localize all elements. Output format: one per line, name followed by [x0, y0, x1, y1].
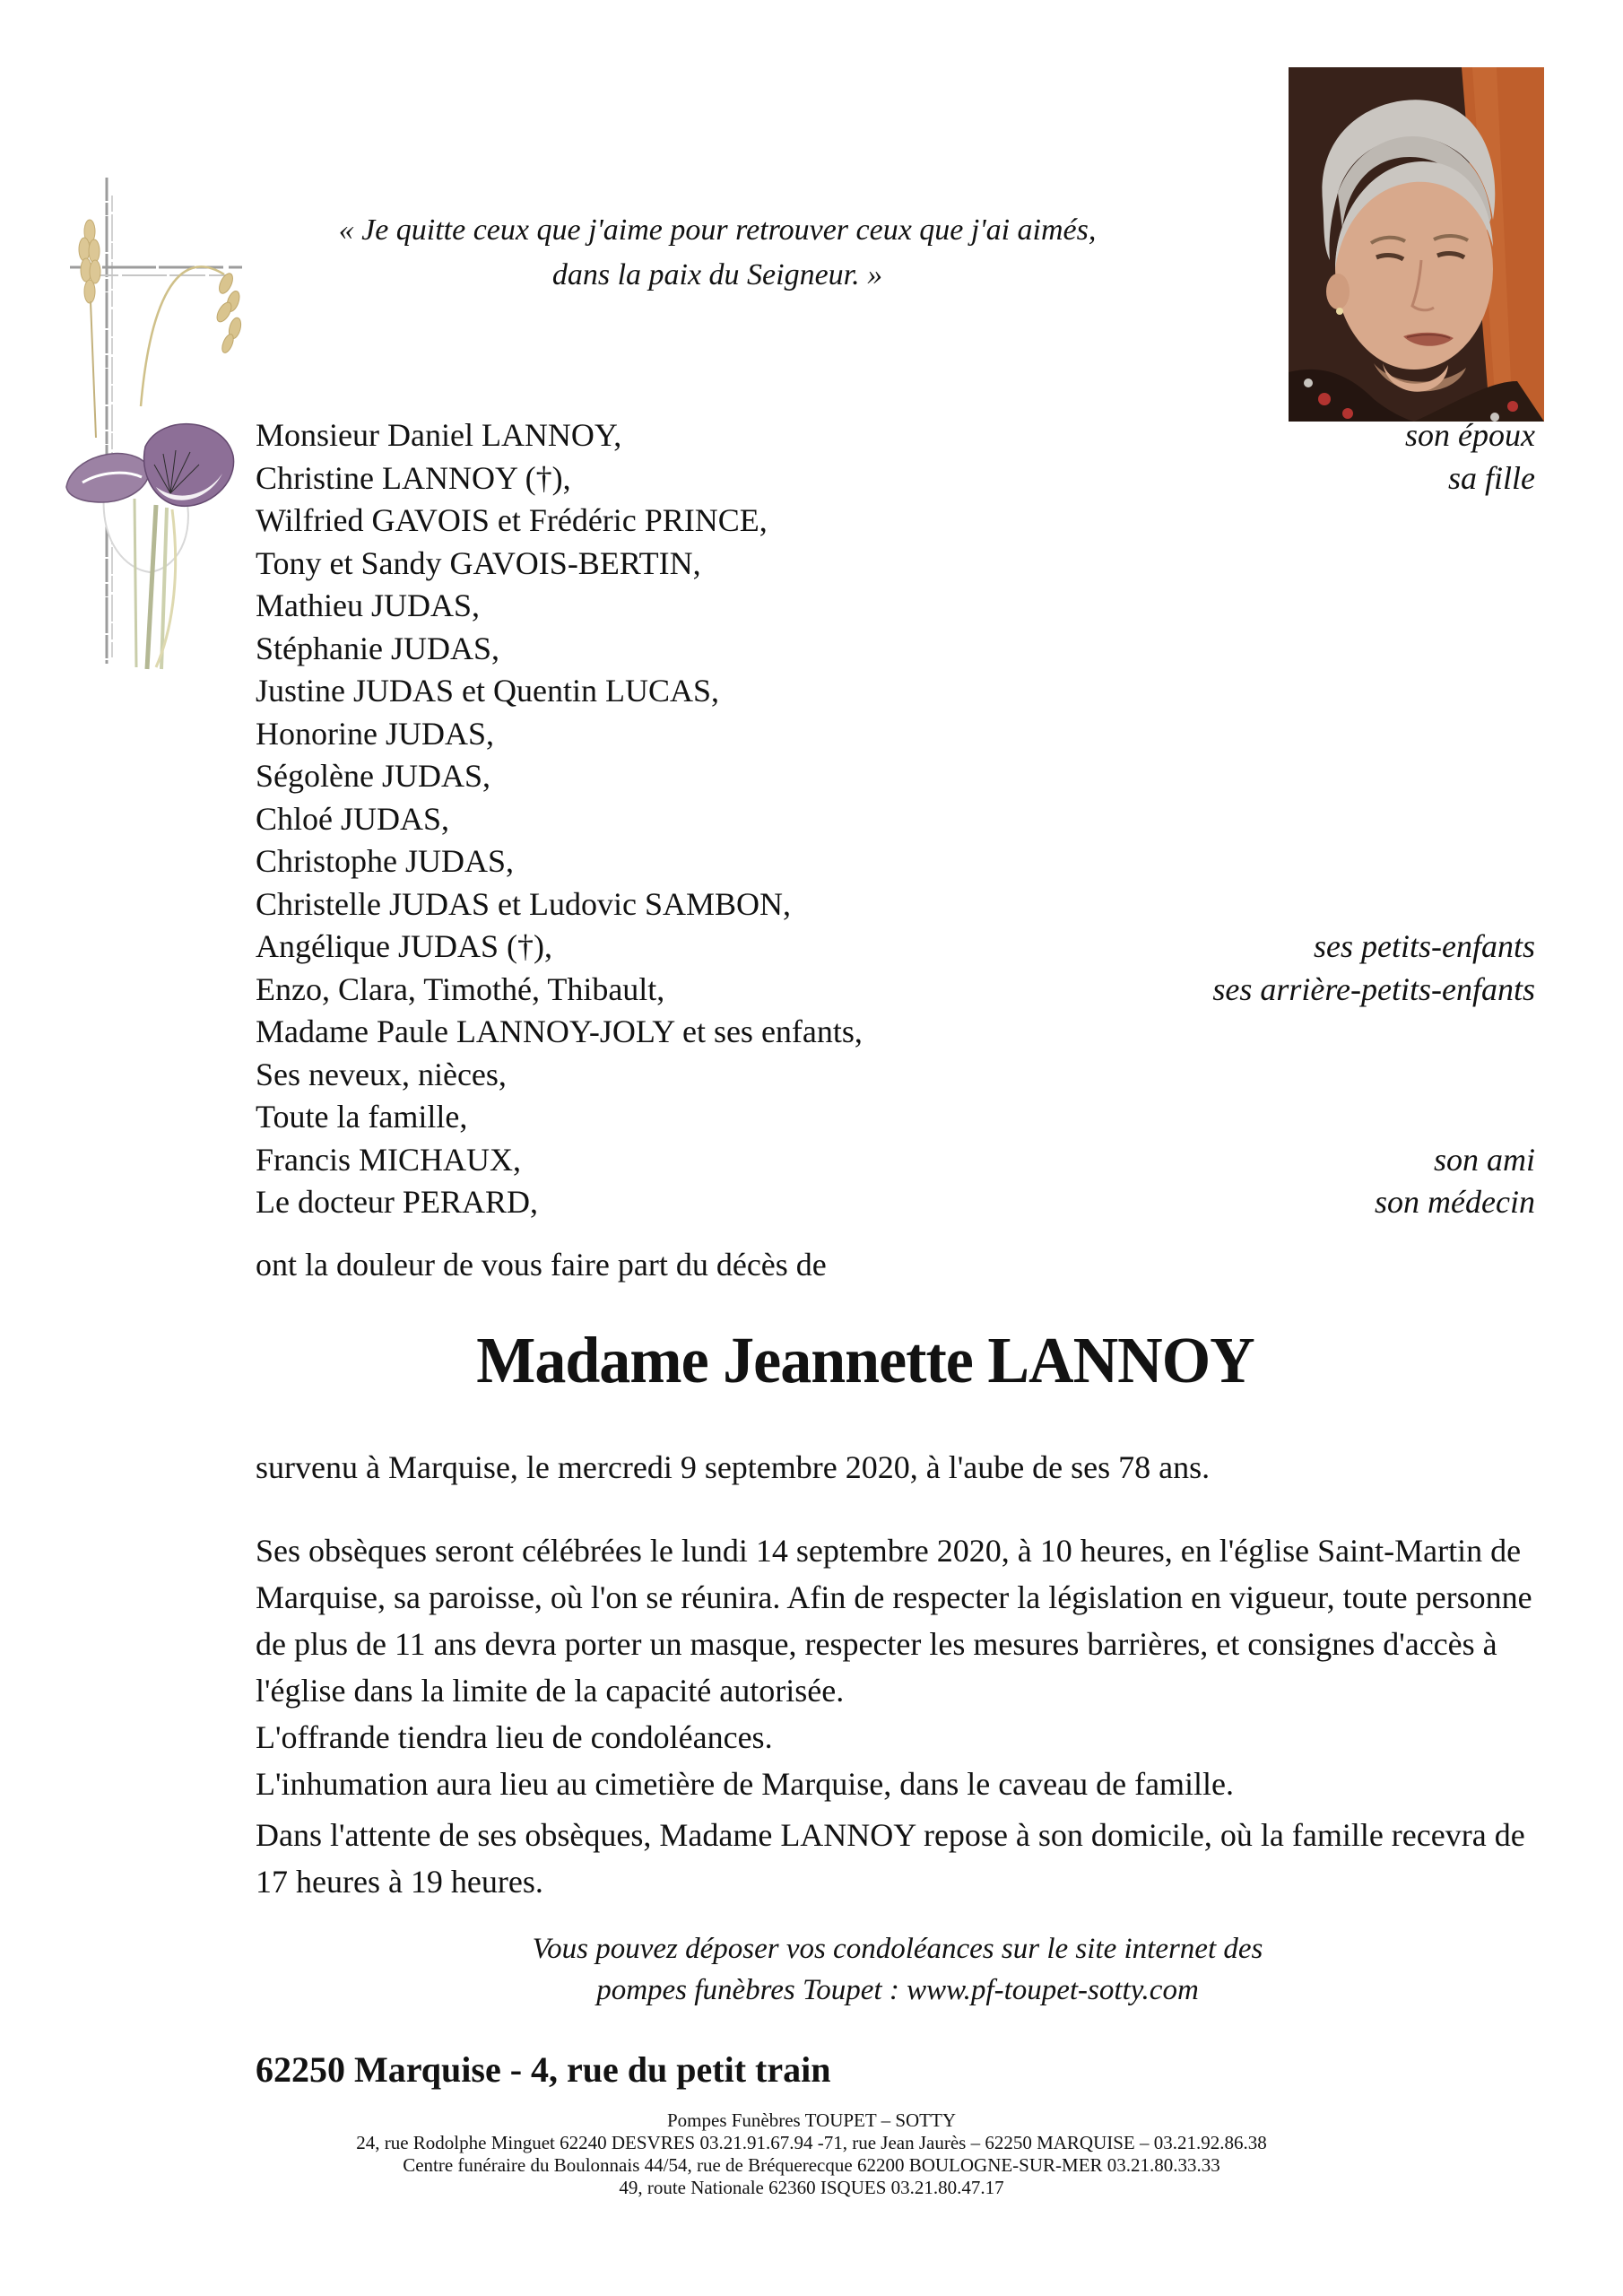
- family-row: [256, 628, 1535, 671]
- family-relation-label: son médecin: [1375, 1184, 1535, 1220]
- family-member-name: Christelle JUDAS et Ludovic SAMBON,: [256, 885, 791, 922]
- announcement-intro: ont la douleur de vous faire part du décès de: [256, 1247, 827, 1283]
- family-list: [256, 414, 1535, 1224]
- family-member-name: Enzo, Clara, Timothé, Thibault,: [256, 970, 665, 1007]
- home-address: 62250 Marquise - 4, rue du petit train: [256, 2049, 831, 2090]
- funeral-home-address-1: 24, rue Rodolphe Minguet 62240 DESVRES 03.21.91.67.94 -71, rue Jean Jaurès – 62250 MARQUISE – 03.21.92.86.38: [356, 2132, 1267, 2153]
- funeral-home-name: Pompes Funèbres TOUPET – SOTTY: [666, 2109, 956, 2131]
- religious-quote: [296, 208, 1139, 298]
- family-member-name: Honorine JUDAS,: [256, 715, 494, 752]
- family-member-name: Chloé JUDAS,: [256, 800, 450, 837]
- family-member-name: Christine LANNOY (†),: [256, 459, 571, 496]
- cross-lilies-artwork-icon: [56, 169, 280, 675]
- family-member-name: Stéphanie JUDAS,: [256, 630, 499, 666]
- family-member-name: Tony et Sandy GAVOIS-BERTIN,: [256, 544, 701, 581]
- family-row: [256, 883, 1535, 926]
- funeral-home-address-3: 49, route Nationale 62360 ISQUES 03.21.80.47.17: [619, 2177, 1004, 2198]
- condolences-line-2: pompes funèbres Toupet : www.pf-toupet-sotty.com: [596, 1974, 1199, 2006]
- family-relation-label: ses petits-enfants: [1314, 928, 1535, 964]
- family-row: [256, 585, 1535, 628]
- family-row: [256, 1181, 1535, 1224]
- online-condolences-note: [256, 1928, 1540, 2011]
- deceased-portrait-photo: [1289, 67, 1544, 422]
- family-member-name: Madame Paule LANNOY-JOLY et ses enfants,: [256, 1013, 863, 1049]
- death-info: survenu à Marquise, le mercredi 9 septembre 2020, à l'aube de ses 78 ans.: [256, 1449, 1211, 1485]
- quote-line-1: « Je quitte ceux que j'aime pour retrouver ceux que j'ai aimés,: [338, 213, 1097, 247]
- family-relation-label: son époux: [1405, 417, 1535, 453]
- family-member-name: Justine JUDAS et Quentin LUCAS,: [256, 673, 720, 709]
- offering-line: L'offrande tiendra lieu de condoléances.: [256, 1719, 773, 1755]
- ceremony-details: [256, 1527, 1540, 1807]
- family-row: [256, 670, 1535, 713]
- ceremony-paragraph: Ses obsèques seront célébrées le lundi 14 septembre 2020, à 10 heures, en l'église Saint-Martin de Marquise, sa paroisse, où l'on se réunira. Afin de respecter la législation en vigueur, toute personne de plus de 11 ans devra porter un masque, respecter les mesures barrières, et consignes d'accès à l'église dans la limite de la capacité autorisée.: [256, 1533, 1532, 1709]
- family-row: [256, 755, 1535, 798]
- family-row: [256, 798, 1535, 841]
- funeral-home-address-2: Centre funéraire du Boulonnais 44/54, rue de Bréquerecque 62200 BOULOGNE-SUR-MER 03.21.80.33.33: [403, 2154, 1220, 2176]
- visitation-paragraph: Dans l'attente de ses obsèques, Madame LANNOY repose à son domicile, où la famille recevra de 17 heures à 19 heures.: [256, 1817, 1525, 1900]
- family-member-name: Ses neveux, nièces,: [256, 1056, 507, 1092]
- family-relation-label: ses arrière-petits-enfants: [1212, 970, 1535, 1007]
- family-relation-label: sa fille: [1448, 459, 1535, 496]
- quote-line-2: dans la paix du Seigneur. »: [551, 258, 883, 291]
- deceased-name-title: Madame Jeannette LANNOY: [476, 1325, 1254, 1397]
- family-member-name: Wilfried GAVOIS et Frédéric PRINCE,: [256, 502, 768, 538]
- family-row: [256, 1011, 1535, 1054]
- family-member-name: Angélique JUDAS (†),: [256, 928, 552, 964]
- funeral-home-footer: [0, 2109, 1623, 2199]
- family-member-name: Toute la famille,: [256, 1099, 468, 1135]
- family-row: [256, 543, 1535, 586]
- family-member-name: Christophe JUDAS,: [256, 843, 515, 879]
- family-member-name: Le docteur PERARD,: [256, 1184, 538, 1220]
- burial-line: L'inhumation aura lieu au cimetière de Marquise, dans le caveau de famille.: [256, 1766, 1235, 1802]
- family-row: [256, 1054, 1535, 1097]
- family-member-name: Monsieur Daniel LANNOY,: [256, 417, 622, 453]
- family-member-name: Ségolène JUDAS,: [256, 758, 490, 794]
- family-member-name: Mathieu JUDAS,: [256, 587, 480, 623]
- family-row: [256, 969, 1535, 1012]
- family-row: [256, 457, 1535, 500]
- family-row: [256, 926, 1535, 969]
- family-row: [256, 840, 1535, 883]
- family-row: [256, 414, 1535, 457]
- family-row: [256, 1096, 1535, 1139]
- family-row: [256, 500, 1535, 543]
- family-member-name: Francis MICHAUX,: [256, 1141, 521, 1178]
- family-row: [256, 1139, 1535, 1182]
- family-relation-label: son ami: [1433, 1141, 1535, 1178]
- condolences-line-1: Vous pouvez déposer vos condoléances sur le site internet des: [532, 1933, 1263, 1965]
- family-row: [256, 713, 1535, 756]
